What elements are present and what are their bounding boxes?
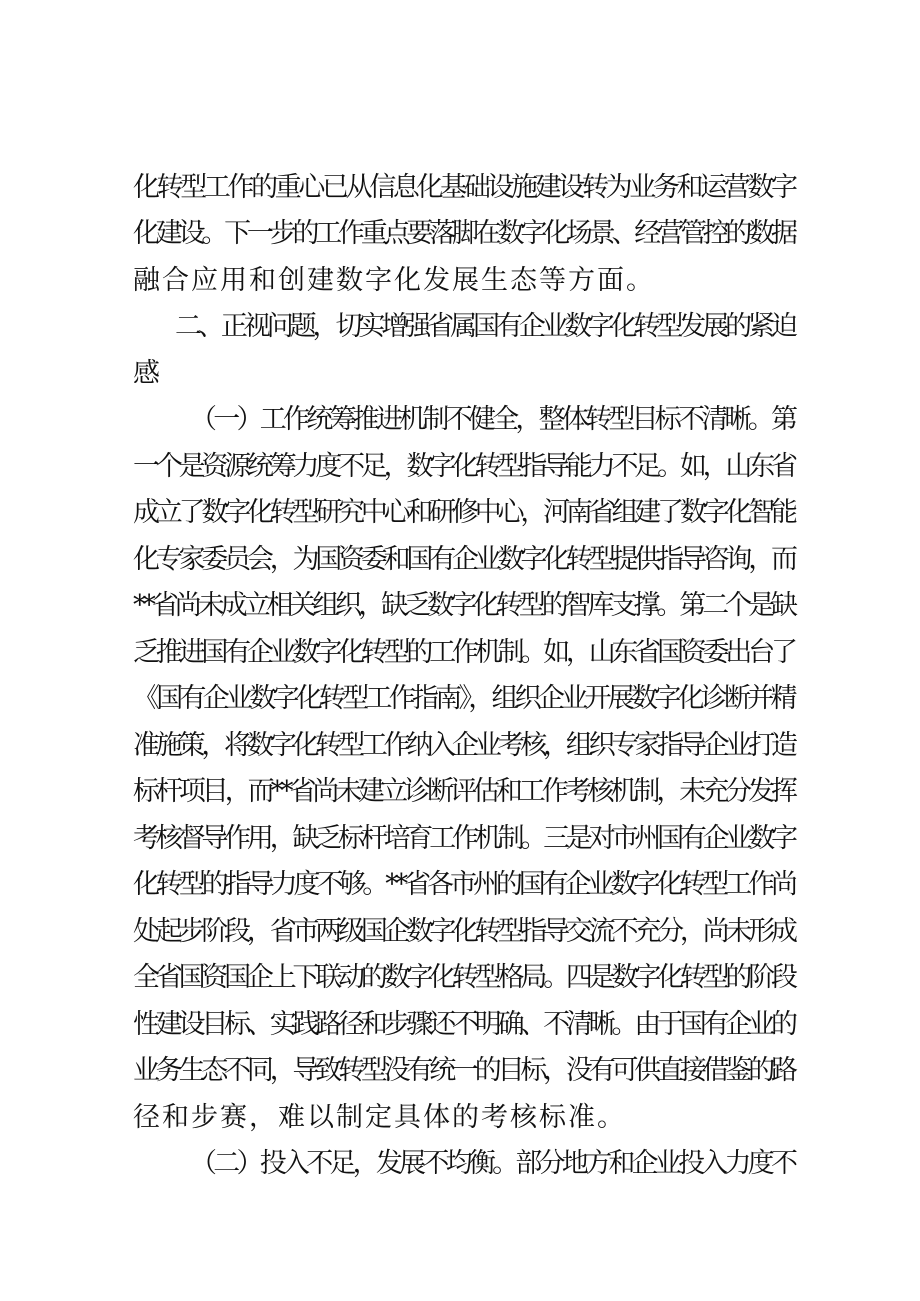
body-text-line <box>0 1004 920 1046</box>
line-text: 性建设目标、实践路径和步骤还不明确、不清晰。由于国有企业的 <box>133 1009 794 1040</box>
line-text: 标杆项目，而**省尚未建立诊断评估和工作考核机制，未充分发挥 <box>133 776 794 807</box>
body-text-line <box>0 1050 920 1092</box>
line-text: 径和步赛，难以制定具体的考核标准。 <box>133 1102 626 1133</box>
body-text-line <box>0 1097 920 1139</box>
line-text: 一个是资源统筹力度不足，数字化转型指导能力不足。如，山东省 <box>133 451 794 482</box>
body-text-line <box>0 818 920 860</box>
body-text-line <box>0 771 920 813</box>
line-text: 全省国资国企上下联动的数字化转型格局。四是数字化转型的阶段 <box>133 962 794 993</box>
line-text: 《国有企业数字化转型工作指南》，组织企业开展数字化诊断并精 <box>133 683 794 714</box>
subsection-heading-line <box>0 399 920 441</box>
line-text: 成立了数字化转型研究中心和研修中心，河南省组建了数字化智能 <box>133 497 794 528</box>
body-text-line <box>0 957 920 999</box>
body-text-line <box>0 446 920 488</box>
subsection-heading-line <box>0 1143 920 1185</box>
section-heading-line <box>0 306 920 348</box>
line-text: 乏推进国有企业数字化转型的工作机制。如，山东省国资委出台了 <box>133 637 794 668</box>
body-text-line <box>0 678 920 720</box>
line-text: 化转型的指导力度不够。**省各市州的国有企业数字化转型工作尚 <box>133 869 794 900</box>
line-text: 化建设。下一步的工作重点要落脚在数字化场景、经营管控的数据 <box>133 218 794 249</box>
body-text-line <box>0 213 920 255</box>
line-text: **省尚未成立相关组织，缺乏数字化转型的智库支撑。第二个是缺 <box>133 590 794 621</box>
line-text: 化专家委员会，为国资委和国有企业数字化转型提供指导咨询，而 <box>133 544 794 575</box>
subsection-heading-text: （一）工作统筹推进机制不健全，整体转型目标不清晰。第 <box>190 404 795 435</box>
body-text-line <box>0 911 920 953</box>
line-text: 考核督导作用，缺乏标杆培育工作机制。三是对市州国有企业数字 <box>133 823 794 854</box>
line-text: 化转型工作的重心已从信息化基础设施建设转为业务和运营数字 <box>133 172 795 203</box>
section-heading-text: 二、正视问题，切实增强省属国有企业数字化转型发展的紧迫 <box>175 311 794 342</box>
body-text-line <box>0 492 920 534</box>
body-text-line <box>0 260 920 302</box>
line-text: 融合应用和创建数字化发展生态等方面。 <box>133 265 655 296</box>
line-text: 处起步阶段，省市两级国企数字化转型指导交流不充分，尚未形成 <box>133 916 794 947</box>
line-text: 准施策，将数字化转型工作纳入企业考核，组织专家指导企业打造 <box>133 730 794 761</box>
body-text-line <box>0 725 920 767</box>
body-text-line <box>0 864 920 906</box>
body-text-line <box>0 632 920 674</box>
subsection-heading-text: （二）投入不足，发展不均衡。部分地方和企业投入力度不 <box>190 1148 795 1179</box>
line-text: 业务生态不同，导致转型没有统一的目标，没有可供直接借鉴的路 <box>133 1055 794 1086</box>
section-heading-text: 感 <box>133 358 162 389</box>
body-text-line <box>0 585 920 627</box>
section-heading-line <box>0 353 920 395</box>
body-text-line <box>0 539 920 581</box>
body-text-line <box>0 167 920 209</box>
